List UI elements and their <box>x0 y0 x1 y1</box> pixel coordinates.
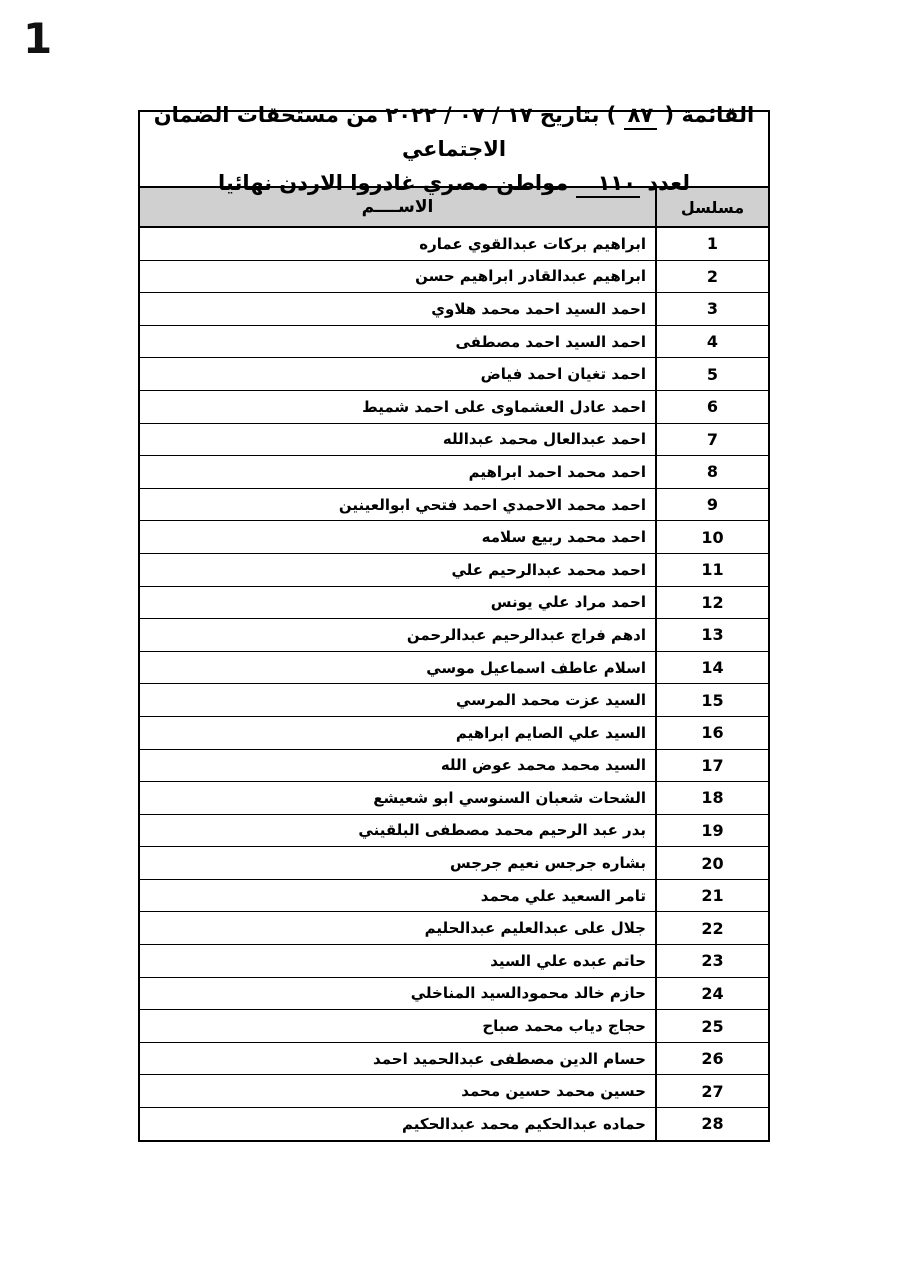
name-cell: احمد مراد علي يونس <box>490 593 646 612</box>
list-number-underlined: ٨٧ <box>624 103 658 130</box>
table-row <box>140 228 768 261</box>
column-header-serial: مسلسل <box>655 188 768 226</box>
name-cell: ادهم فراج عبدالرحيم عبدالرحمن <box>406 625 646 644</box>
page-number: 1 <box>23 14 53 63</box>
table-row <box>140 945 768 978</box>
table-row <box>140 619 768 652</box>
table-row <box>140 815 768 848</box>
list-table <box>138 103 770 1142</box>
serial-cell: 19 <box>655 815 768 847</box>
name-cell: حسام الدين مصطفى عبدالحميد احمد <box>373 1049 646 1068</box>
table-row <box>140 587 768 620</box>
table-row <box>140 489 768 522</box>
title-text-after-number: ) بتاريخ ١٧ / ٠٧ / ٢٠٢٢ من مستحقات الضمان الاجتماعي <box>153 103 617 161</box>
name-cell: تامر السعيد علي محمد <box>480 886 646 905</box>
name-cell: احمد السيد احمد محمد هلاوي <box>431 299 646 318</box>
name-cell: بشاره جرجس نعيم جرجس <box>450 854 646 873</box>
table-row <box>140 293 768 326</box>
table-row <box>140 391 768 424</box>
name-cell: حسين محمد حسين محمد <box>461 1082 646 1101</box>
name-cell: احمد محمد عبدالرحيم علي <box>451 560 646 579</box>
table-body <box>140 228 768 1140</box>
column-header-row <box>140 188 768 228</box>
serial-cell: 12 <box>655 587 768 619</box>
serial-cell: 2 <box>655 261 768 293</box>
table-row <box>140 1108 768 1140</box>
serial-cell: 4 <box>655 326 768 358</box>
table-row <box>140 847 768 880</box>
name-cell: السيد علي الصايم ابراهيم <box>455 723 646 742</box>
table-row <box>140 978 768 1011</box>
serial-cell: 6 <box>655 391 768 423</box>
name-cell: حازم خالد محمودالسيد المناخلي <box>410 984 646 1003</box>
serial-cell: 22 <box>655 912 768 944</box>
name-cell: ابراهيم عبدالقادر ابراهيم حسن <box>415 267 646 286</box>
serial-cell: 15 <box>655 684 768 716</box>
name-cell: بدر عبد الرحيم محمد مصطفى البلقيني <box>358 821 646 840</box>
serial-cell: 23 <box>655 945 768 977</box>
serial-cell: 1 <box>655 228 768 260</box>
name-cell: احمد عبدالعال محمد عبدالله <box>442 430 646 449</box>
table-row <box>140 424 768 457</box>
table-row <box>140 554 768 587</box>
count-number-underlined: ١١٠ <box>576 171 640 198</box>
name-cell: احمد محمد احمد ابراهيم <box>468 462 646 481</box>
table-row <box>140 684 768 717</box>
name-cell: احمد محمد الاحمدي احمد فتحي ابوالعينين <box>338 495 646 514</box>
table-row <box>140 782 768 815</box>
serial-cell: 28 <box>655 1108 768 1140</box>
name-cell: السيد عزت محمد المرسي <box>455 691 646 710</box>
serial-cell: 13 <box>655 619 768 651</box>
table-row <box>140 880 768 913</box>
table-row <box>140 912 768 945</box>
table-row <box>140 717 768 750</box>
column-header-name: الاســــم <box>361 197 434 217</box>
serial-cell: 17 <box>655 750 768 782</box>
table-row <box>140 326 768 359</box>
count-text-after: مواطن مصري غادروا الاردن نهائيا <box>218 171 569 195</box>
name-cell: احمد السيد احمد مصطفى <box>455 332 646 351</box>
name-cell: السيد محمد محمد عوض الله <box>440 756 646 775</box>
table-row <box>140 1075 768 1108</box>
serial-cell: 27 <box>655 1075 768 1107</box>
table-row <box>140 1010 768 1043</box>
serial-cell: 26 <box>655 1043 768 1075</box>
name-cell: حاتم عبده علي السيد <box>490 951 646 970</box>
name-cell: احمد عادل العشماوى على احمد شميط <box>362 397 646 416</box>
serial-cell: 25 <box>655 1010 768 1042</box>
table-row <box>140 652 768 685</box>
serial-cell: 9 <box>655 489 768 521</box>
name-cell: حماده عبدالحكيم محمد عبدالحكيم <box>402 1114 646 1133</box>
count-label: لعدد <box>647 171 690 195</box>
table-title <box>140 103 768 195</box>
name-cell: ابراهيم بركات عبدالقوي عماره <box>419 234 646 253</box>
serial-cell: 11 <box>655 554 768 586</box>
title-line-1 <box>140 98 768 166</box>
serial-cell: 7 <box>655 424 768 456</box>
name-cell: احمد محمد ربيع سلامه <box>481 528 646 547</box>
table-row <box>140 1043 768 1076</box>
table-row <box>140 358 768 391</box>
table-row <box>140 750 768 783</box>
serial-cell: 3 <box>655 293 768 325</box>
title-text-before-number: القائمة ( <box>664 103 755 127</box>
name-cell: حجاج دياب محمد صباح <box>482 1017 646 1036</box>
table-row <box>140 261 768 294</box>
name-cell: جلال على عبدالعليم عبدالحليم <box>424 919 646 938</box>
serial-cell: 24 <box>655 978 768 1010</box>
serial-cell: 16 <box>655 717 768 749</box>
serial-cell: 18 <box>655 782 768 814</box>
serial-cell: 14 <box>655 652 768 684</box>
serial-cell: 5 <box>655 358 768 390</box>
serial-cell: 10 <box>655 521 768 553</box>
name-cell: اسلام عاطف اسماعيل موسي <box>426 658 646 677</box>
serial-cell: 21 <box>655 880 768 912</box>
serial-cell: 20 <box>655 847 768 879</box>
serial-cell: 8 <box>655 456 768 488</box>
name-cell: احمد تغيان احمد فياض <box>480 365 646 384</box>
name-cell: الشحات شعبان السنوسي ابو شعيشع <box>373 788 646 807</box>
table-row <box>140 456 768 489</box>
table-row <box>140 521 768 554</box>
